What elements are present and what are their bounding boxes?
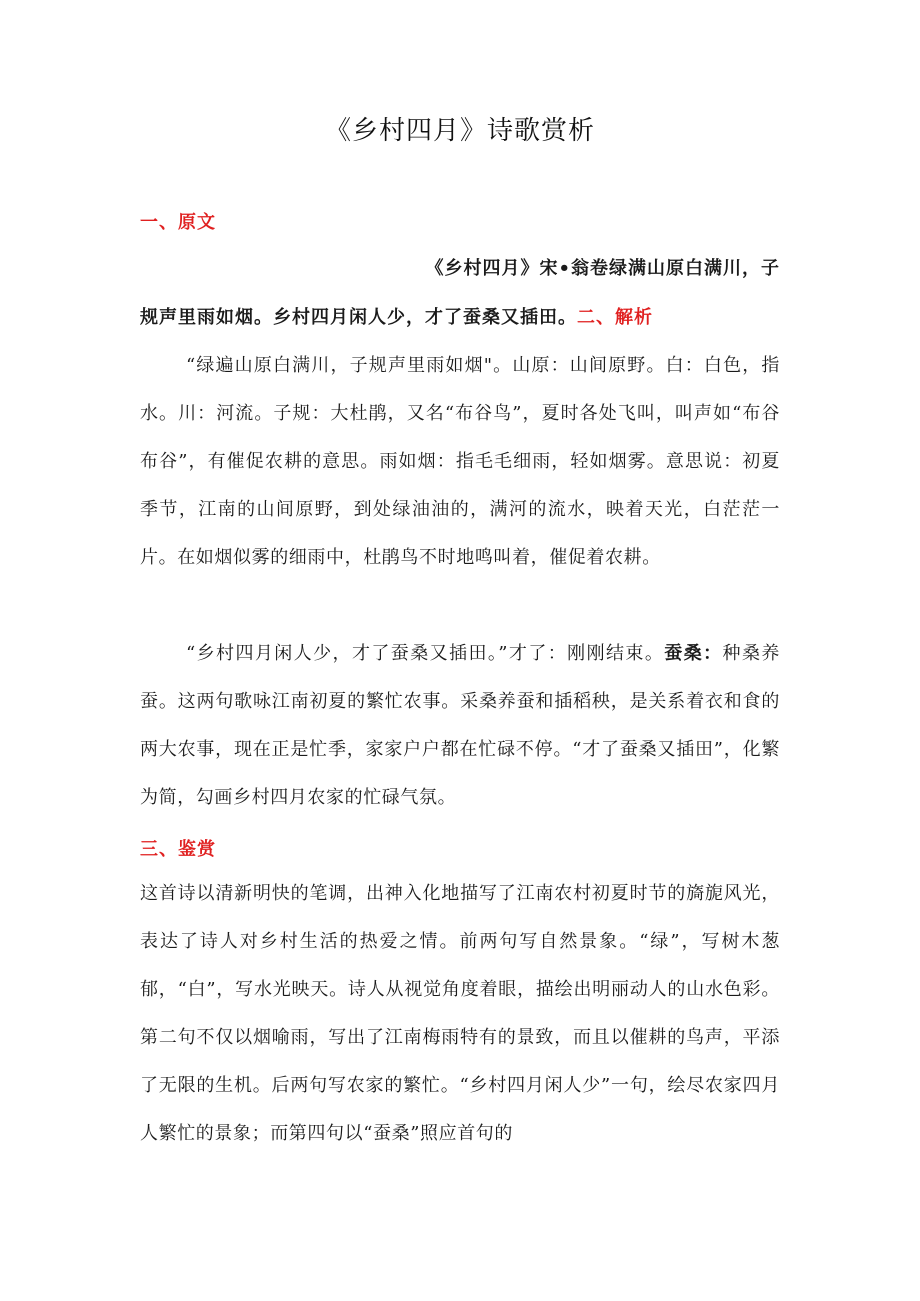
document-title: 《乡村四月》诗歌赏析 [324, 116, 595, 146]
analysis-term-silkworm-mulberry: 蚕桑： [664, 643, 723, 664]
poem-line-2-text: 规声里雨如烟。乡村四月闲人少，才了蚕桑又插田。 [140, 307, 577, 328]
poem-line-1: 《乡村四月》宋•翁卷绿满山原白满川，子 [425, 258, 780, 279]
section-heading-original-text: 一、原文 [140, 212, 216, 233]
appreciation-paragraph-1: 这首诗以清新明快的笔调，出神入化地描写了江南农村初夏时节的旖旎风光，表达了诗人对乡村生活的热爱之情。前两句写自然景象。“绿”，写树木葱郁，“白”，写水光映天。诗人从视觉角度着眼，描绘出明丽动人的山水色彩。第二句不仅以烟喻雨，写出了江南梅雨特有的景致，而且以催耕的鸟声，平添了无限的生机。后两句写农家的繁忙。“乡村四月闲人少”一句，绘尽农家四月人繁忙的景象；而第四句以“蚕桑”照应首句的 [140, 883, 780, 1144]
poem-line-2 [140, 303, 780, 329]
analysis-paragraph-1: “绿遍山原白满川，子规声里雨如烟"。山原：山间原野。白：白色，指水。川：河流。子规：大杜鹃，又名“布谷鸟”，夏时各处飞叫，叫声如“布谷布谷”，有催促农耕的意思。雨如烟：指毛毛细雨，轻如烟雾。意思说：初夏季节，江南的山间原野，到处绿油油的，满河的流水，映着天光，白茫茫一片。在如烟似雾的细雨中，杜鹃鸟不时地鸣叫着，催促着农耕。 [140, 355, 780, 568]
section-heading-analysis: 二、解析 [577, 307, 653, 328]
analysis-paragraph-2-end: 种桑养蚕。这两句歌咏江南初夏的繁忙农事。采桑养蚕和插稻秧，是关系着衣和食的两大农事，现在正是忙季，家家户户都在忙碌不停。“才了蚕桑又插田”，化繁为简，勾画乡村四月农家的忙碌气氛。 [140, 643, 780, 808]
analysis-paragraph-2-start: “乡村四月闲人少，才了蚕桑又插田。”才了：刚刚结束。 [186, 643, 665, 664]
analysis-paragraph-2 [140, 630, 780, 822]
section-heading-appreciation: 三、鉴赏 [140, 839, 216, 860]
